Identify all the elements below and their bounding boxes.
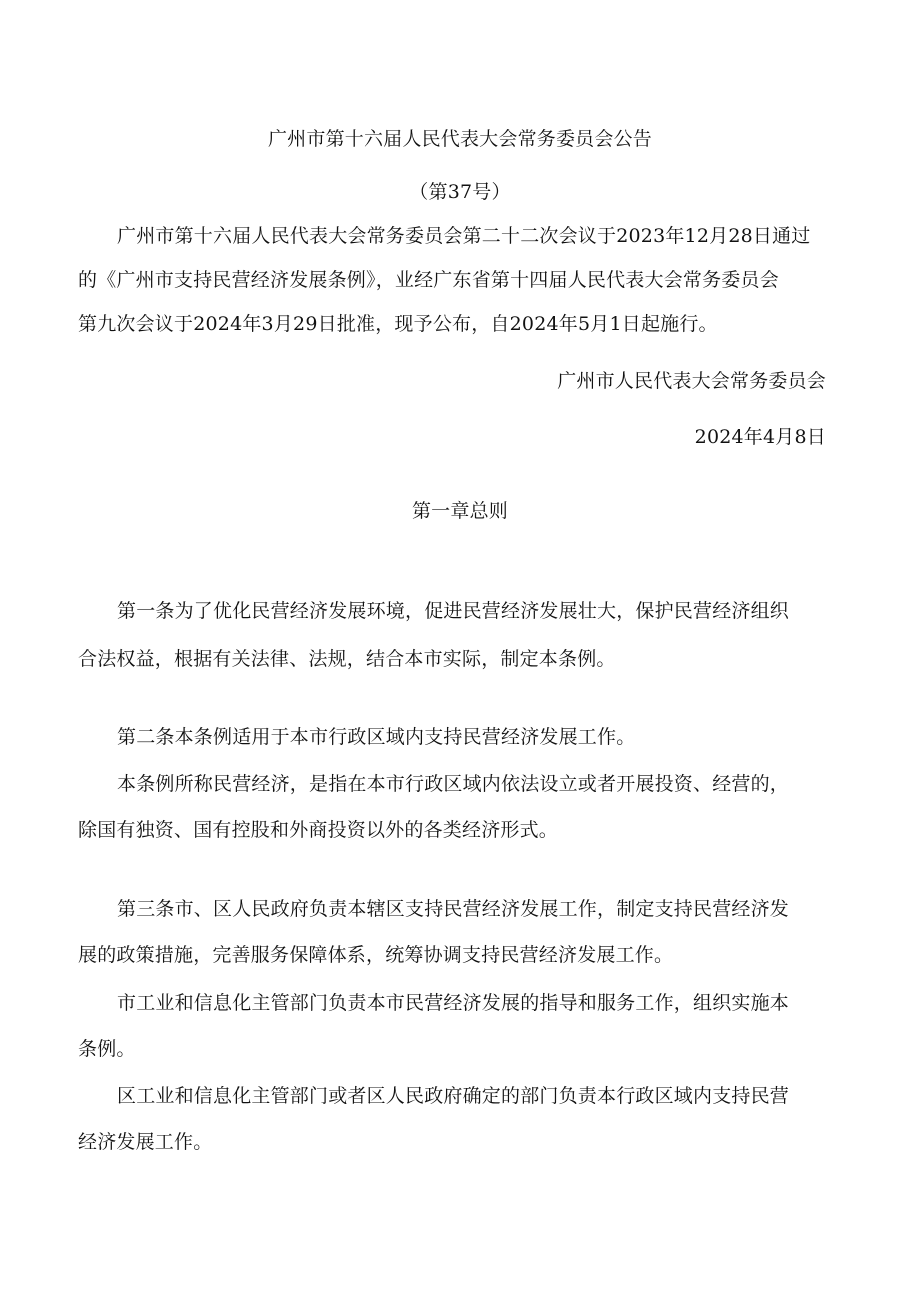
- article-3-paragraph-1-line-2: 展的政策措施，完善服务保障体系，统筹协调支持民营经济发展工作。: [78, 944, 674, 966]
- article-3-paragraph-3-line-2: 经济发展工作。: [78, 1131, 213, 1153]
- document-title: 广州市第十六届人民代表大会常务委员会公告: [267, 128, 652, 150]
- article-3-paragraph-2-line-1: 市工业和信息化主管部门负责本市民营经济发展的指导和服务工作，组织实施本: [117, 992, 790, 1014]
- article-1-line-1: 第一条为了优化民营经济发展环境，促进民营经济发展壮大，保护民营经济组织: [117, 600, 790, 622]
- announcement-line-2: 的《广州市支持民营经济发展条例》，业经广东省第十四届人民代表大会常务委员会: [78, 269, 779, 291]
- announcement-line-1: 广州市第十六届人民代表大会常务委员会第二十二次会议于2023年12月28日通过: [117, 225, 811, 247]
- article-2-paragraph-1: 第二条本条例适用于本市行政区域内支持民营经济发展工作。: [117, 726, 636, 748]
- issuer-signature: 广州市人民代表大会常务委员会: [557, 370, 826, 392]
- article-3-paragraph-1-line-1: 第三条市、区人民政府负责本辖区支持民营经济发展工作，制定支持民营经济发: [117, 898, 790, 920]
- announcement-number: （第37号）: [409, 181, 511, 203]
- article-2-paragraph-2-line-1: 本条例所称民营经济，是指在本市行政区域内依法设立或者开展投资、经营的，: [117, 773, 790, 795]
- article-3-paragraph-2-line-2: 条例。: [78, 1038, 136, 1060]
- article-1-line-2: 合法权益，根据有关法律、法规，结合本市实际，制定本条例。: [78, 648, 616, 670]
- article-2-paragraph-2-line-2: 除国有独资、国有控股和外商投资以外的各类经济形式。: [78, 819, 559, 841]
- announcement-line-3: 第九次会议于2024年3月29日批准，现予公布，自2024年5月1日起施行。: [78, 313, 718, 335]
- chapter-title: 第一章总则: [411, 500, 508, 522]
- issue-date: 2024年4月8日: [694, 426, 826, 448]
- article-3-paragraph-3-line-1: 区工业和信息化主管部门或者区人民政府确定的部门负责本行政区域内支持民营: [117, 1085, 790, 1107]
